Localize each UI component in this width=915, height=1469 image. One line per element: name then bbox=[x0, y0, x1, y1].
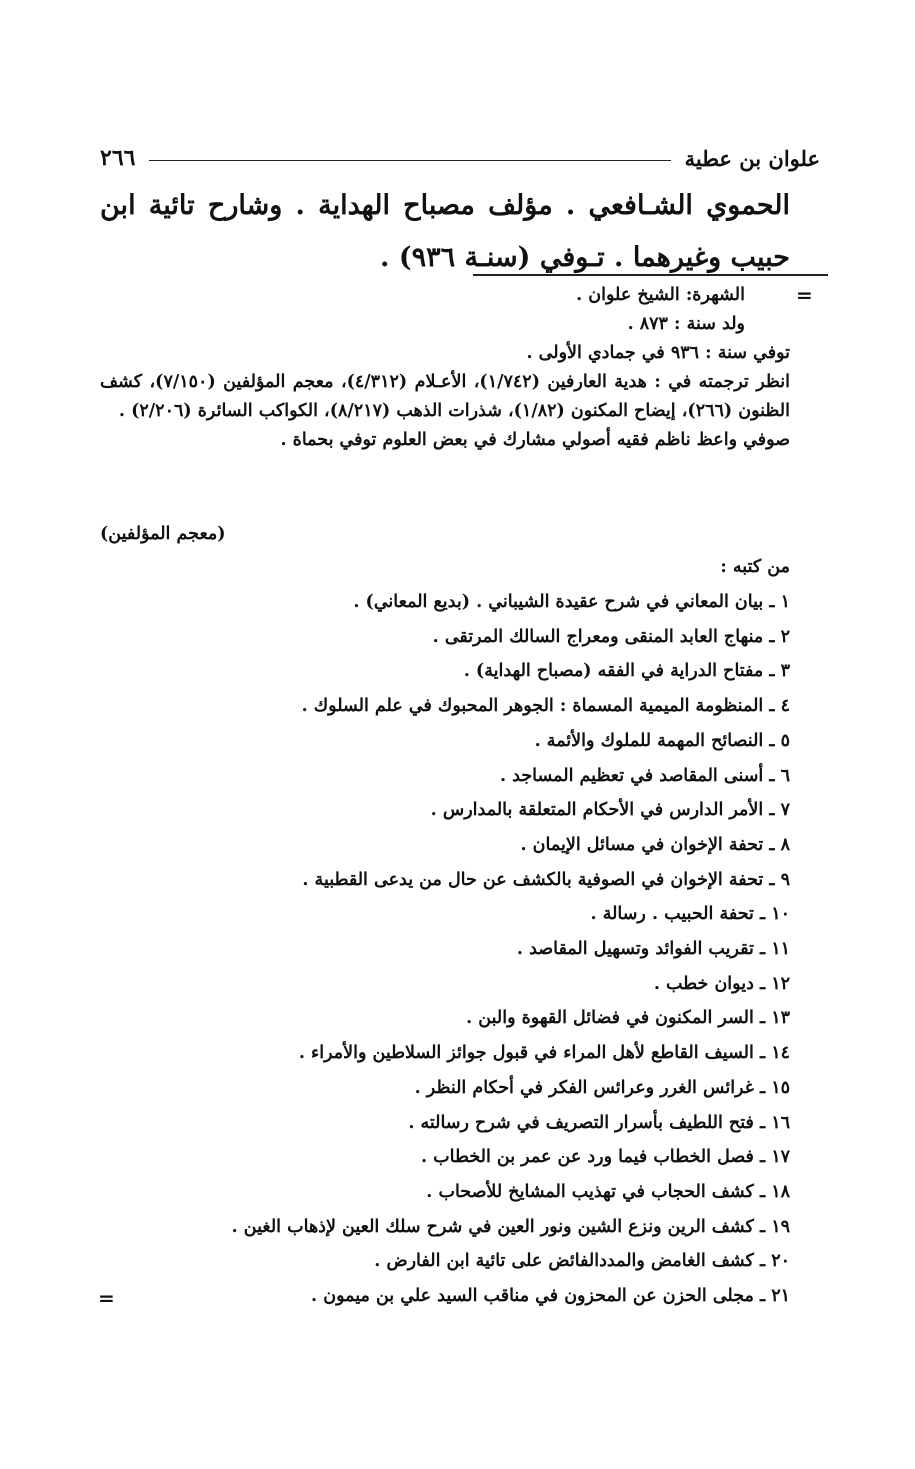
book-number: ٢٠ ـ bbox=[754, 1251, 790, 1271]
book-number: ١ ـ bbox=[763, 592, 790, 612]
page-number: ٢٦٦ bbox=[100, 145, 136, 171]
book-title: النصائح المهمة للملوك والأئمة . bbox=[534, 730, 764, 751]
book-item bbox=[100, 654, 790, 689]
book-number: ٣ ـ bbox=[763, 661, 790, 681]
book-item bbox=[100, 1140, 790, 1175]
book-title: تحفة الإخوان في مسائل الإيمان . bbox=[520, 834, 764, 855]
book-number: ١٧ ـ bbox=[754, 1147, 790, 1167]
book-title: السر المكنون في فضائل القهوة والبن . bbox=[466, 1008, 754, 1029]
book-item bbox=[100, 759, 790, 794]
footnote-quote: صوفي واعظ ناظم فقيه أصولي مشارك في بعض العلوم توفي بحماة . bbox=[280, 430, 790, 450]
book-number: ١٤ ـ bbox=[754, 1043, 790, 1063]
book-item bbox=[100, 1244, 790, 1279]
book-title: مفتاح الدراية في الفقه (مصباح الهداية) . bbox=[463, 661, 764, 682]
book-number: ٧ ـ bbox=[763, 800, 790, 820]
book-item bbox=[100, 828, 790, 863]
book-title: كشف الغامض والمددالفائض على تائية ابن الفارض . bbox=[374, 1251, 754, 1272]
book-item bbox=[100, 620, 790, 655]
book-title: السيف القاطع لأهل المراء في قبول جوائز السلاطين والأمراء . bbox=[298, 1043, 754, 1064]
book-title: بيان المعاني في شرح عقيدة الشيباني . (بديع المعاني) . bbox=[353, 592, 764, 612]
book-number: ٦ ـ bbox=[763, 766, 790, 786]
book-title: تحفة الإخوان في الصوفية بالكشف عن حال من يدعى القطبية . bbox=[302, 869, 764, 890]
book-item bbox=[100, 897, 790, 932]
book-number: ٢١ ـ bbox=[754, 1286, 790, 1306]
book-title: أسنى المقاصد في تعظيم المساجد . bbox=[499, 765, 764, 786]
book-title: غرائس الغرر وعرائس الفكر في أحكام النظر . bbox=[414, 1077, 754, 1098]
book-item bbox=[100, 1279, 790, 1314]
book-number: ٥ ـ bbox=[763, 731, 790, 751]
book-number: ١٩ ـ bbox=[754, 1217, 790, 1237]
running-head: علوان بن عطية bbox=[684, 145, 820, 171]
book-number: ٤ ـ bbox=[763, 696, 790, 716]
footnote-continuation-marker: = bbox=[796, 283, 813, 307]
book-item bbox=[100, 1001, 790, 1036]
book-number: ١١ ـ bbox=[754, 939, 790, 959]
books-heading: من كتبه : bbox=[720, 557, 790, 577]
page-header bbox=[100, 138, 820, 178]
footnote-block bbox=[100, 281, 790, 455]
book-title: فصل الخطاب فيما ورد عن عمر بن الخطاب . bbox=[420, 1147, 754, 1168]
books-list bbox=[100, 585, 790, 1314]
book-number: ١٦ ـ bbox=[754, 1113, 790, 1133]
book-item bbox=[100, 967, 790, 1002]
footnote-references: انظر ترجمته في : هدية العارفين (١/٧٤٢)، الأعـلام (٤/٣١٢)، معجم المؤلفين (٧/١٥٠)، كشف الظنون (٢٦٦)، إيضاح المكنون (١/٨٢)، شذرات الذهب (٨/٢١٧)، الكواكب السائرة (٢/٢٠٦) . bbox=[100, 372, 790, 421]
book-title: المنظومة الميمية المسماة : الجوهر المحبوك في علم السلوك . bbox=[301, 696, 764, 717]
book-item bbox=[100, 689, 790, 724]
book-title: منهاج العابد المنقى ومعراج السالك المرتقى . bbox=[432, 626, 764, 647]
book-title: فتح اللطيف بأسرار التصريف في شرح رسالته . bbox=[408, 1112, 754, 1133]
footnote-continues-marker: = bbox=[98, 1286, 115, 1310]
book-title: تقريب الفوائد وتسهيل المقاصد . bbox=[516, 939, 754, 960]
footnote-fame: الشهرة: الشيخ علوان . bbox=[576, 285, 745, 305]
book-item bbox=[100, 1036, 790, 1071]
book-number: ٨ ـ bbox=[763, 835, 790, 855]
book-item bbox=[100, 1210, 790, 1245]
book-item bbox=[100, 1175, 790, 1210]
book-item bbox=[100, 1071, 790, 1106]
quote-source: (معجم المؤلفين) bbox=[100, 524, 226, 544]
book-title: تحفة الحبيب . رسالة . bbox=[590, 904, 754, 925]
book-number: ٢ ـ bbox=[763, 627, 790, 647]
book-title: كشف الحجاب في تهذيب المشايخ للأصحاب . bbox=[426, 1181, 754, 1202]
footnote-died: توفي سنة : ٩٣٦ في جمادي الأولى . bbox=[526, 343, 790, 363]
footnote-separator bbox=[473, 274, 828, 276]
books-section bbox=[100, 552, 790, 1314]
book-number: ١٥ ـ bbox=[754, 1078, 790, 1098]
book-item bbox=[100, 793, 790, 828]
book-item bbox=[100, 932, 790, 967]
main-text: الحموي الشـافعي . مؤلف مصباح الهداية . وشارح تائية ابن حبيب وغيرهما . تـوفي (سنـة ٩٣٦) . bbox=[100, 190, 790, 273]
book-title: مجلى الحزن عن المحزون في مناقب السيد علي بن ميمون . bbox=[311, 1286, 754, 1307]
book-number: ١٠ ـ bbox=[754, 904, 790, 924]
book-title: الأمر الدارس في الأحكام المتعلقة بالمدارس . bbox=[430, 800, 764, 821]
book-item bbox=[100, 1106, 790, 1141]
book-title: ديوان خطب . bbox=[653, 973, 754, 994]
book-number: ١٨ ـ bbox=[754, 1182, 790, 1202]
book-number: ١٢ ـ bbox=[754, 974, 790, 994]
book-item bbox=[100, 863, 790, 898]
header-rule bbox=[149, 160, 670, 161]
book-title: كشف الرين ونزع الشين ونور العين في شرح سلك العين لإذهاب الغين . bbox=[231, 1216, 754, 1237]
book-item bbox=[100, 724, 790, 759]
book-number: ٩ ـ bbox=[763, 870, 790, 890]
book-number: ١٣ ـ bbox=[754, 1008, 790, 1028]
book-item bbox=[100, 585, 790, 620]
footnote-born: ولد سنة : ٨٧٣ . bbox=[627, 314, 745, 334]
